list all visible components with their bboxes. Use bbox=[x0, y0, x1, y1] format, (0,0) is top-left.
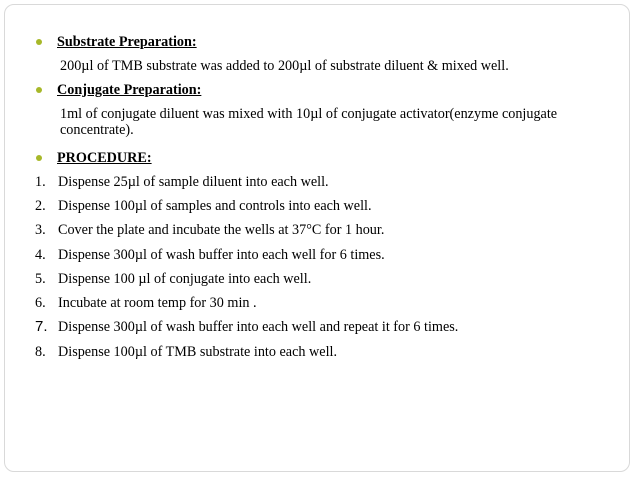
step-text: Dispense 100µl of TMB substrate into each well. bbox=[58, 344, 338, 360]
step-text: Dispense 100 µl of conjugate into each well. bbox=[58, 271, 312, 287]
step-number: 2. bbox=[35, 198, 46, 214]
step-text: Dispense 25µl of sample diluent into each well. bbox=[58, 174, 329, 190]
heading-procedure: PROCEDURE: bbox=[57, 150, 152, 166]
bullet-dot-icon bbox=[36, 155, 42, 161]
step-number: 5. bbox=[35, 271, 46, 287]
procedure-step bbox=[35, 174, 329, 190]
step-number: 4. bbox=[35, 247, 46, 263]
heading-substrate-preparation: Substrate Preparation: bbox=[57, 34, 197, 50]
step-text: Incubate at room temp for 30 min . bbox=[58, 295, 257, 311]
procedure-step bbox=[35, 295, 257, 311]
step-number: 3. bbox=[35, 222, 46, 238]
procedure-step bbox=[35, 198, 372, 214]
step-number: 7. bbox=[35, 318, 48, 335]
procedure-step bbox=[35, 222, 384, 238]
bullet-dot-icon bbox=[36, 87, 42, 93]
procedure-step bbox=[35, 344, 337, 360]
step-text: Dispense 300µl of wash buffer into each well and repeat it for 6 times. bbox=[58, 319, 459, 335]
bullet-dot-icon bbox=[36, 39, 42, 45]
bullet-procedure bbox=[36, 150, 152, 166]
slide-border bbox=[4, 4, 630, 472]
procedure-step bbox=[35, 271, 311, 287]
step-number: 6. bbox=[35, 295, 46, 311]
conjugate-preparation-text: 1ml of conjugate diluent was mixed with 10µl of conjugate activator(enzyme conjugate concentrate). bbox=[60, 106, 558, 138]
step-number: 1. bbox=[35, 174, 46, 190]
bullet-conjugate-preparation bbox=[36, 82, 201, 98]
bullet-substrate-preparation bbox=[36, 34, 197, 50]
step-text: Dispense 300µl of wash buffer into each well for 6 times. bbox=[58, 247, 385, 263]
step-text: Dispense 100µl of samples and controls into each well. bbox=[58, 198, 372, 214]
procedure-step bbox=[35, 319, 458, 335]
step-text: Cover the plate and incubate the wells at 37°C for 1 hour. bbox=[58, 222, 385, 238]
substrate-preparation-text: 200µl of TMB substrate was added to 200µl of substrate diluent & mixed well. bbox=[60, 58, 509, 74]
procedure-step bbox=[35, 247, 385, 263]
heading-conjugate-preparation: Conjugate Preparation: bbox=[57, 82, 202, 98]
step-number: 8. bbox=[35, 344, 46, 360]
